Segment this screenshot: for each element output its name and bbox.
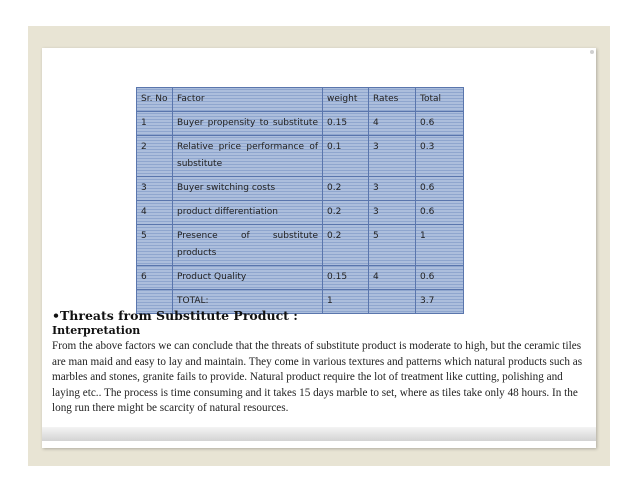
header-factor: Factor: [173, 88, 323, 112]
table-row: [137, 136, 464, 177]
cell-factor: Buyer switching costs: [173, 177, 323, 201]
cell-rates: 3: [369, 136, 416, 177]
cell-weight: 0.2: [323, 225, 369, 266]
cell-total: 0.6: [416, 201, 464, 225]
cell-total: 0.3: [416, 136, 464, 177]
cell-weight: 0.1: [323, 136, 369, 177]
cell-weight: 0.2: [323, 201, 369, 225]
cell-sr: 6: [137, 266, 173, 290]
cell-weight: 1: [323, 290, 369, 314]
header-rates: Rates: [369, 88, 416, 112]
cell-rates: 3: [369, 177, 416, 201]
interpretation-label: Interpretation: [52, 324, 141, 337]
table-row: [137, 225, 464, 266]
cell-total: 1: [416, 225, 464, 266]
cell-rates: [369, 290, 416, 314]
header-weight: weight: [323, 88, 369, 112]
cell-sr: 3: [137, 177, 173, 201]
cell-total: 0.6: [416, 112, 464, 136]
cell-weight: 0.15: [323, 112, 369, 136]
cell-rates: 4: [369, 266, 416, 290]
cell-total: 0.6: [416, 266, 464, 290]
table-row: [137, 201, 464, 225]
header-total: Total: [416, 88, 464, 112]
cell-factor: product differentiation: [173, 201, 323, 225]
table-row: [137, 112, 464, 136]
cell-total: 0.6: [416, 177, 464, 201]
header-sr: Sr. No: [137, 88, 173, 112]
table-row: [137, 177, 464, 201]
section-heading: •Threats from Substitute Product :: [52, 308, 298, 323]
cell-sr: 1: [137, 112, 173, 136]
cell-factor: Product Quality: [173, 266, 323, 290]
corner-dot: [590, 50, 594, 54]
cell-total: 3.7: [416, 290, 464, 314]
cell-factor: Buyer propensity to substitute: [173, 112, 323, 136]
cell-sr: 2: [137, 136, 173, 177]
cell-sr: 5: [137, 225, 173, 266]
cell-weight: 0.15: [323, 266, 369, 290]
cell-factor: TOTAL:: [173, 290, 323, 314]
interpretation-paragraph: From the above factors we can conclude that the threats of substitute product is moderate to high, but the ceramic tiles are man maid and easy to lay and maintain. They come in various textures and patterns which natural products such as marbles and stones, granite fails to provide. Natural product require the lot of treatment like cutting, polishing and laying etc.. The process is time consuming and it takes 15 days marble to set, where as tiles take only 48 hours. In the long run there might be scarcity of natural resources.: [52, 340, 583, 414]
cell-rates: 5: [369, 225, 416, 266]
bottom-band: [42, 427, 596, 441]
cell-factor: Presence of substitute products: [173, 225, 323, 266]
cell-rates: 4: [369, 112, 416, 136]
cell-sr: 4: [137, 201, 173, 225]
cell-factor: Relative price performance of substitute: [173, 136, 323, 177]
cell-weight: 0.2: [323, 177, 369, 201]
factor-table: [136, 87, 464, 314]
table-row: [137, 266, 464, 290]
table-header-row: [137, 88, 464, 112]
cell-rates: 3: [369, 201, 416, 225]
